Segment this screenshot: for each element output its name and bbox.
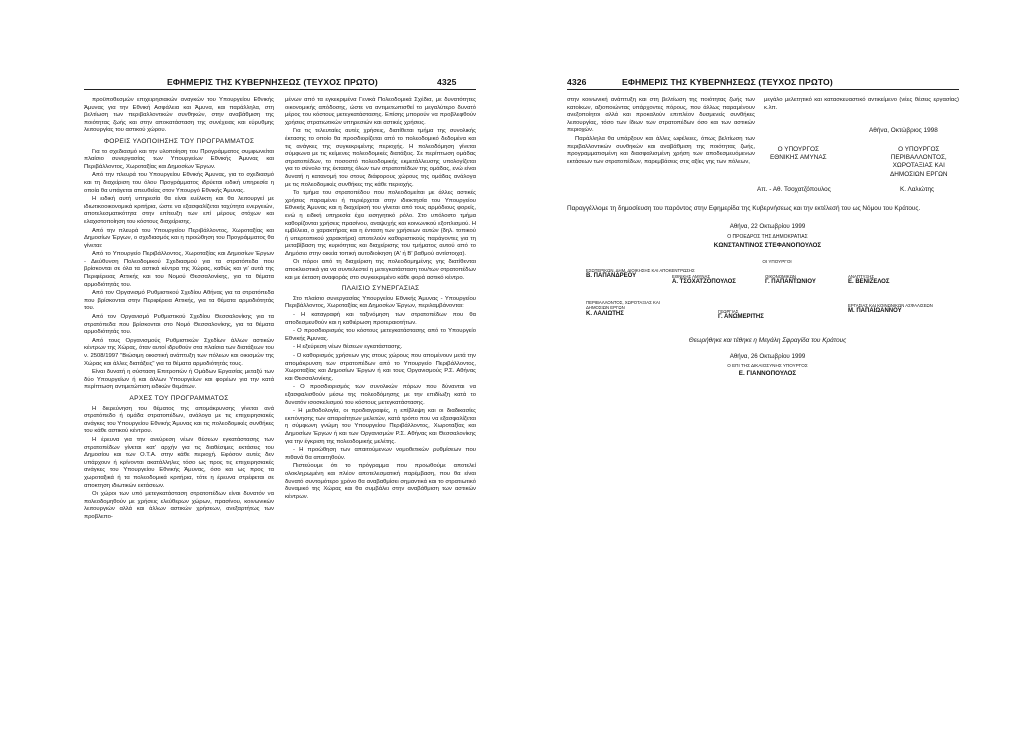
section-heading: ΑΡΧΕΣ ΤΟΥ ΠΡΟΓΡΑΜΜΑΤΟΣ [129,394,229,402]
minister-name: Ε. ΒΕΝΙΖΕΛΟΣ [848,279,890,286]
right-header-rule [567,89,959,90]
ministers-label: ΟΙ ΥΠΟΥΡΓΟΙ [762,259,792,264]
paragraph: - Ο προσδιορισμός των συνολικών πόρων που δύνανται να εξασφαλισθούν μέσω της πολεοδόμησης με την επιδίωξη κατά το δυνατόν ισοσκελισμού του κόστους μετεγκατάστασης. [285,384,476,406]
sig-ministry: ΔΗΜΟΣΙΩΝ ΕΡΓΩΝ [890,170,948,178]
publication-order: Παραγγέλλομε τη δημοσίευση του παρόντος στην Εφημερίδα της Κυβερνήσεως και την εκτέλεσή του ως Νόμου του Κράτους. [567,205,921,212]
paragraph: Το τμήμα του στρατοπέδου που πολεοδομείται με άλλες αστικές χρήσεις παραμένει ή περιέρχεται στην ιδιοκτησία του Υπουργείου Εθνικής Άμυνας και η διαχείρισή του γίνεται από τους αρμόδιους φορείς, ενώ η ειδική υπηρεσία έχει εισηγητικό ρόλο. Στο υπόλοιπο τμήμα καθορίζονται χρήσεις πρασίνου, αναψυχής και κοινωνικού εξοπλισμού. Η εμβέλεια, ο χαρακτήρας και η ένταση των χρήσεων αυτών (δηλ. τοπικού ή υπερτοπικού χαρακτήρα) αποτελούν καθοριστικούς παράγοντες για τη μεταβίβαση της κυριότητας και διαχείρισης του τμήματος αυτού από το Δημόσιο στην οικεία τοπική αυτοδιοίκηση (Α' ή Β' βαθμού αντίστοιχα). [285,190,476,257]
right-column-a [567,97,755,167]
minister-role: ΟΙΚΟΝΟΜΙΚΩΝ [765,274,797,279]
paragraph: - Ο προσδιορισμός του κόστους μετεγκατάστασης από το Υπουργείο Εθνικής Άμυνας. [285,328,476,342]
paragraph: Η ειδική αυτή υπηρεσία θα είναι ευέλικτη και θα λειτουργεί με ιδιωτικοοικονομικά κριτήρια, ώστε να εξασφαλίζεται ταχύτητα ενεργειών, αποτελεσματικότητα στην επίτευξη των επί μέρους στόχων και ελαχιστοποίηση του κόστους διαχείρισης. [84,196,274,225]
paragraph: προϋποθεσμών επιχειρησιακών αναγκών του Υπουργείου Εθνικής Άμυνας για την Εθνική Ασφάλεια και Άμυνα, και παράλληλα, στη βελτίωση των περιβαλλοντικών συνθηκών, στην αναβάθμιση της ποιότητας ζωής και στην αποκατάσταση της συνέχειας και εύρυθμης λειτουργίας του αστικού χώρου. [84,97,274,134]
minister-name: Α. ΤΣΟΧΑΤΖΟΠΟΥΛΟΣ [672,279,736,286]
paragraph: Από τους Οργανισμούς Ρυθμιστικών Σχεδίων άλλων αστικών κέντρων της Χώρας, όταν αυτοί ιδρυθούν στα πλαίσια των διατάξεων του ν. 2508/1997 "Βιώσιμη οικιστική ανάπτυξη των πόλεων και οικισμών της Χώρας και άλλες διατάξεις" για τα θέματα αρμοδιότητάς τους. [84,337,274,367]
paragraph: μεγάλο μελετητικό και κατασκευαστικό αντικείμενο (νέες θέσεις εργασίας) κ.λπ. [764,97,959,111]
paragraph: Από την πλευρά του Υπουργείου Εθνικής Άμυνας, για το σχεδιασμό και τη διαχείριση του όλου Προγράμματος ιδρύεται ειδική υπηρεσία η οποία θα υπάγεται απευθείας στον Υπουργό Εθνικής Άμυνας. [84,172,274,194]
minister-name: Κ. ΛΑΛΙΩΤΗΣ [586,310,624,317]
signature-block-environment [890,146,948,179]
minister-development [848,274,889,286]
sig-ministry: ΕΘΝΙΚΗΣ ΑΜΥΝΑΣ [770,154,827,162]
paragraph: Για το σχεδιασμό και την υλοποίηση του Προγράμματος συμφωνείται πλαίσιο συνεργασίας των Υπουργείων Εθνικής Άμυνας και Περιβάλλοντος, Χωροταξίας και Δημοσίων Έργων. [84,148,274,170]
president-name: ΚΩΝΣΤΑΝΤΙΝΟΣ ΣΤΕΦΑΝΟΠΟΥΛΟΣ [713,242,822,249]
minister-role: ΕΡΓΑΣΙΑΣ ΚΑΙ ΚΟΙΝΩΝΙΚΩΝ ΑΣΦΑΛΙΣΕΩΝ [848,303,933,308]
right-column-b [764,97,959,113]
minister-name: Μ. ΠΑΠΑΪΩΑΝΝΟΥ [848,308,902,315]
minister-name: Β. ΠΑΠΑΝΔΡΕΟΥ [586,273,637,280]
paragraph: Από το Υπουργείο Περιβάλλοντος, Χωροταξίας και Δημοσίων Έργων - Διεύθυνση Πολεοδομικού Σχεδιασμού για τα στρατόπεδα που βρίσκονται σε όλα τα αστικά κέντρα της Χώρας, καθώς και γι' αυτά της Περιφέρειας Αττικής και του Νομού Θεσσαλονίκης, για τα θέματα αρμοδιότητάς του. [84,251,274,288]
sig-title: Ο ΥΠΟΥΡΓΟΣ [898,146,940,153]
sig-name-defence: Απ. - Αθ. Τσοχατζόπουλος [757,186,831,193]
right-page-number: 4326 [567,77,587,87]
paragraph: - Η καταγραφή και ταξινόμηση των στρατοπέδων που θα αποδεσμευθούν και η καθιέρωση προτεραιοτήτων. [285,312,476,326]
paragraph: Οι πόροι από τη διαχείριση της πολεοδομημένης γης διατίθενται αποκλειστικά για να συντελεστεί η μετεγκατάσταση του/των στρατοπέδων και με έκταση αναφοράς στο συγκεκριμένο κάθε φορά αστικό κέντρο. [285,259,476,281]
paragraph: Πιστεύουμε ότι το πρόγραμμα που προωθούμε αποτελεί ολοκληρωμένη και πλέον αποτελεσματική παρέμβαση, που θα είναι δυνατό συντομότερο χρόνο θα αναβαθμίσει σημαντικά και το στρατιωτικό δυναμικό της Χώρας και θα συμβάλει στην αναβάθμιση των αστικών κέντρων. [285,463,476,500]
sig-title: Ο ΥΠΟΥΡΓΟΣ [777,146,819,153]
signature-block-defence [770,146,827,162]
paragraph: Στο πλαίσιο συνεργασίας Υπουργείου Εθνικής Άμυνας - Υπουργείου Περιβάλλοντος, Χωροταξίας και Δημοσίων Έργων, περιλαμβάνονται: [285,295,476,310]
paragraph: - Η μεθοδολογία, οι προδιαγραφές, η επίβλεψη και οι διαδικασίες εκπόνησης των απαραίτητων μελετών, κατά τρόπο που να εξασφαλίζεται η σύμφωνη γνώμη του Υπουργείου Περιβάλλοντος, Χωροταξίας και Δημοσίων Έργων ή και των Οργανισμών Ρ.Σ. Αθήνας και Θεσσαλονίκης για την έγκριση της πολεοδομικής μελέτης. [285,408,476,445]
left-column-1 [84,97,274,522]
paragraph: Από τον Οργανισμό Ρυθμιστικού Σχεδίου Αθήνας για τα στρατόπεδα που βρίσκονται στην Περιφέρεια Αττικής, για τα θέματα αρμοδιότητάς του. [84,290,274,312]
minister-role: ΓΕΩΡΓΙΑΣ [718,309,739,314]
paragraph: Από την πλευρά του Υπουργείου Περιβάλλοντος, Χωροταξίας και Δημοσίων Έργων, ο σχεδιασμός και η προώθηση του Προγράμματος θα γίνεται: [84,227,274,249]
section-heading: ΦΟΡΕΙΣ ΥΛΟΠΟΙΗΣΗΣ ΤΟΥ ΠΡΟΓΡΑΜΜΑΤΟΣ [103,137,255,145]
left-column-2 [285,97,476,502]
seal-statement: Θεωρήθηκε και τέθηκε η Μεγάλη Σφραγίδα του Κράτους [688,337,847,344]
sig-ministry: ΧΩΡΟΤΑΞΙΑΣ ΚΑΙ [892,162,945,170]
sig-name-environment: Κ. Λαλιώτης [900,186,935,193]
paragraph: μένων από τα εγκεκριμένα Γενικά Πολεοδομικά Σχέδια, με δυνατότητες οικονομικής απόδοσης, ώστε να αντιμετωπισθεί το μεγαλύτερο δυνατό μέρος του κόστους μετεγκατάστασης. Επίσης μπορούν να προβλεφθούν χρήσεις στρατιωτικών υπηρεσιών και αστικές χρήσεις. [285,97,476,126]
sig-ministry: ΠΕΡΙΒΑΛΛΟΝΤΟΣ, [890,154,947,162]
paragraph: Η διερεύνηση του θέματος της απομάκρυνσης γίνεται ανά στρατόπεδο ή ομάδα στρατοπέδων, ανάλογα με τις επιχειρησιακές ανάγκες του Υπουργείου Εθνικής Άμυνας και τις πολεοδομικές συνθήκες του κάθε αστικού κέντρου. [84,405,274,435]
minister-environment [586,300,670,317]
minister-labour [848,303,938,315]
paragraph: Παράλληλα θα υπάρξουν και άλλες ωφέλειες, όπως βελτίωση των περιβαλλοντικών συνθηκών και αναβάθμιση της ποιότητας ζωής, προγραμματισμένη και διασφαλισμένη χρήση των αποδεσμευόμενων εκτάσεων των στρατοπέδων, παρεμβάσεις στις αξίες γης των πόλεων, [567,135,755,165]
paragraph: - Η προώθηση των απαιτούμενων νομοθετικών ρυθμίσεων που πιθανά θα απαιτηθούν. [285,447,476,461]
decree-date: Αθήνα, 22 Οκτωβρίου 1999 [729,223,806,230]
minister-agriculture [718,309,764,321]
minister-name: Γ. ΠΑΠΑΝΤΩΝΙΟΥ [765,279,816,286]
left-running-header: ΕΦΗΜΕΡΙΣ ΤΗΣ ΚΥΒΕΡΝΗΣΕΩΣ (ΤΕΥΧΟΣ ΠΡΩΤΟ) [167,77,378,87]
minister-role: ΑΝΑΠΤΥΞΗΣ [848,274,874,279]
minister-defence [672,274,736,286]
paragraph: - Η εξεύρεση νέων θέσεων εγκατάστασης. [293,344,403,351]
seal-date: Αθήνα, 26 Οκτωβρίου 1999 [729,353,806,360]
justice-minister-title: Ο ΕΠΙ ΤΗΣ ΔΙΚΑΙΟΣΥΝΗΣ ΥΠΟΥΡΓΟΣ [727,363,808,368]
paragraph: Είναι δυνατή η σύσταση Επιτροπών ή Ομάδων Εργασίας μεταξύ των δύο Υπουργείων ή και άλλων Υπουργείων και φορέων για την κατά περίπτωση αντιμετώπιση ειδικών θεμάτων. [84,369,274,391]
minister-name: Γ. ΑΝΩΜΕΡΙΤΗΣ [718,314,764,321]
section-heading: ΠΛΑΙΣΙΟ ΣΥΝΕΡΓΑΣΙΑΣ [341,285,420,293]
right-running-header: ΕΦΗΜΕΡΙΣ ΤΗΣ ΚΥΒΕΡΝΗΣΕΩΣ (ΤΕΥΧΟΣ ΠΡΩΤΟ) [622,77,833,87]
minister-role: ΕΘΝΙΚΗΣ ΑΜΥΝΑΣ [672,274,711,279]
paragraph: Η έρευνα για την ανεύρεση νέων θέσεων εγκατάστασης των στρατοπέδων γίνεται κατ' αρχήν για τις διαθέσιμες εκτάσεις του Δημοσίου και των Ο.Τ.Α. στην κάθε περιοχή. Εφόσον αυτές δεν υπάρχουν ή κρίνονται ακατάλληλες τόσο ως προς τις επιχειρησιακές ανάγκες του Υπουργείου Εθνικής Άμυνας, όσο και ως προς τα χωροταξικά ή τα πολεοδομικά κριτήρια, τότε η έρευνα στρέφεται σε αποκτηση ιδιωτικών εκτάσεων. [84,436,274,489]
paragraph: Οι χώροι των υπό μετεγκατάσταση στρατοπέδων είναι δυνατόν να πολεοδομηθούν με χρήσεις ελεύθερων χώρων, πρασίνου, κοινωνικών λειτουργιών αλλά και άλλων αστικών χρήσεων, ανεξαρτήτως των προβλεπο- [84,491,274,520]
minister-role: ΠΕΡΙΒΑΛΛΟΝΤΟΣ, ΧΩΡΟΤΑΞΙΑΣ ΚΑΙ ΔΗΜΟΣΙΩΝ ΕΡΓΩΝ [586,300,660,311]
minister-finance [765,274,816,286]
minister-role: ΕΣΩΤΕΡΙΚΩΝ, ΔΗΜ. ΔΙΟΙΚΗΣΗΣ ΚΑΙ ΑΠΟΚΕΝΤΡΩΣΗΣ [586,268,695,273]
paragraph: Για τις τελευταίες αυτές χρήσεις, διατίθεται τμήμα της συνολικής έκτασης το οποίο θα προσδιορίζεται από το πολεοδομικό δεδομένα και τις ανάγκες της συγκεκριμένης περιοχής. Η πολεοδόμηση γίνεται σύμφωνα με τις κείμενες πολεοδομικές διατάξεις. Σε περίπτωση ομάδας στρατοπέδων, το ποσοστό πολεοδομικής εκμετάλλευσης υπολογίζεται για το σύνολο της έκτασης όλων των στρατοπέδων της ομάδας, ενώ είναι δυνατή η κατανομή του στους διάφορους χώρους της ομάδας ανάλογα με τις πολεοδομικές συνθήκες της κάθε περιοχής. [285,128,476,188]
justice-minister-name: Ε. ΓΙΑΝΝΟΠΟΥΛΟΣ [738,370,797,377]
left-page [0,0,508,745]
signature-date: Αθήνα, Οκτώβριος 1998 [869,127,938,134]
left-page-number: 4325 [437,77,457,87]
left-header-rule [84,89,476,90]
paragraph: Από τον Οργανισμό Ρυθμιστικού Σχεδίου Θεσσαλονίκης για τα στρατόπεδα που βρίσκονται στο Νομό Θεσσαλονίκης, για τα θέματα αρμοδιότητάς του. [84,314,274,336]
paragraph: στην κοινωνική ανάπτυξη και στη βελτίωση της ποιότητας ζωής των κατοίκων, αξιοποιώντας υπάρχοντες πόρους, που άλλως παραμένουν ανεξοποίητοι αλλά και προκαλούν επιπλέον δυσμενείς συνθήκες λειτουργίας, τόσο των ίδιων των στρατοπέδων όσο και των αστικών περιοχών. [567,97,755,134]
president-title: Ο ΠΡΟΕΔΡΟΣ ΤΗΣ ΔΗΜΟΚΡΑΤΙΑΣ [727,234,808,240]
paragraph: - Ο καθορισμός χρήσεων γης στους χώρους που απομένουν μετά την απομάκρυνση των στρατοπέδων από το Υπουργείο Περιβάλλοντος, Χωροταξίας και Δημοσίων Έργων ή και τους Οργανισμούς Ρ.Σ. Αθήνας και Θεσσαλονίκης. [285,353,476,382]
